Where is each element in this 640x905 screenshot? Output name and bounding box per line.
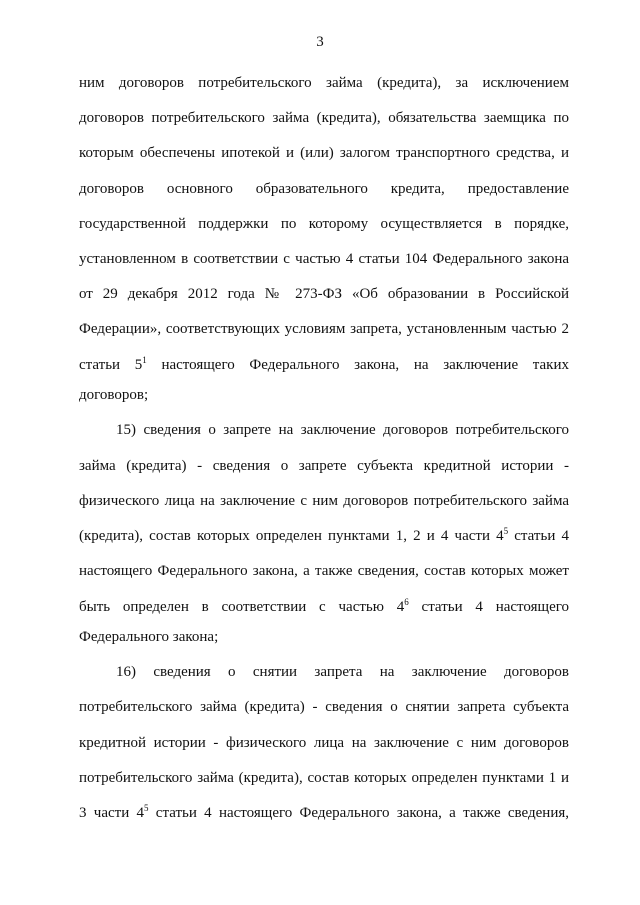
text-segment: статьи 5 [79,357,143,373]
text-line: ним договоров потребительского займа (кредита), за исключением [79,75,569,91]
text-segment: (кредита), состав которых определен пунктами 1, 2 и 4 части 4 [79,528,504,544]
text-line: 16) сведения о снятии запрета на заключение договоров [116,664,569,680]
text-line: от 29 декабря 2012 года № 273-ФЗ «Об образовании в Российской [79,286,569,302]
text-line: настоящего Федерального закона, а также сведения, состав которых может [79,563,569,579]
text-line: договоров основного образовательного кредита, предоставление [79,181,569,197]
text-line: договоров; [79,387,149,403]
text-line: Федерации», соответствующих условиям запрета, установленным частью 2 [79,321,569,337]
text-line [79,527,569,545]
text-line: потребительского займа (кредита) - сведения о снятии запрета субъекта [79,699,569,715]
text-line: установленном в соответствии с частью 4 статьи 104 Федерального закона [79,251,569,267]
text-segment: статьи 4 [508,528,569,544]
text-line [79,356,569,374]
text-line: потребительского займа (кредита), состав которых определен пунктами 1 и [79,770,569,786]
text-line [79,804,569,822]
text-line: 15) сведения о запрете на заключение договоров потребительского [116,422,569,438]
text-segment: статьи 4 настоящего [408,599,570,615]
text-segment: статьи 4 настоящего Федерального закона, а также сведения, [148,805,569,821]
text-line: которым обеспечены ипотекой и (или) залогом транспортного средства, и [79,145,569,161]
superscript: 5 [144,803,149,813]
text-line: займа (кредита) - сведения о запрете субъекта кредитной истории - [79,458,569,474]
text-segment: настоящего Федерального закона, на заключение таких [146,357,569,373]
text-segment: 3 части 4 [79,805,145,821]
text-line: физического лица на заключение с ним договоров потребительского займа [79,493,569,509]
text-line: государственной поддержки по которому осуществляется в порядке, [79,216,569,232]
text-line [79,598,569,616]
superscript: 1 [142,355,147,365]
text-segment: быть определен в соответствии с частью 4 [79,599,405,615]
page-number: 3 [316,34,324,50]
text-line: договоров потребительского займа (кредита), обязательства заемщика по [79,110,569,126]
text-line: Федерального закона; [79,629,219,645]
superscript: 5 [503,526,509,536]
superscript: 6 [404,597,409,607]
text-line: кредитной истории - физического лица на заключение с ним договоров [79,735,569,751]
